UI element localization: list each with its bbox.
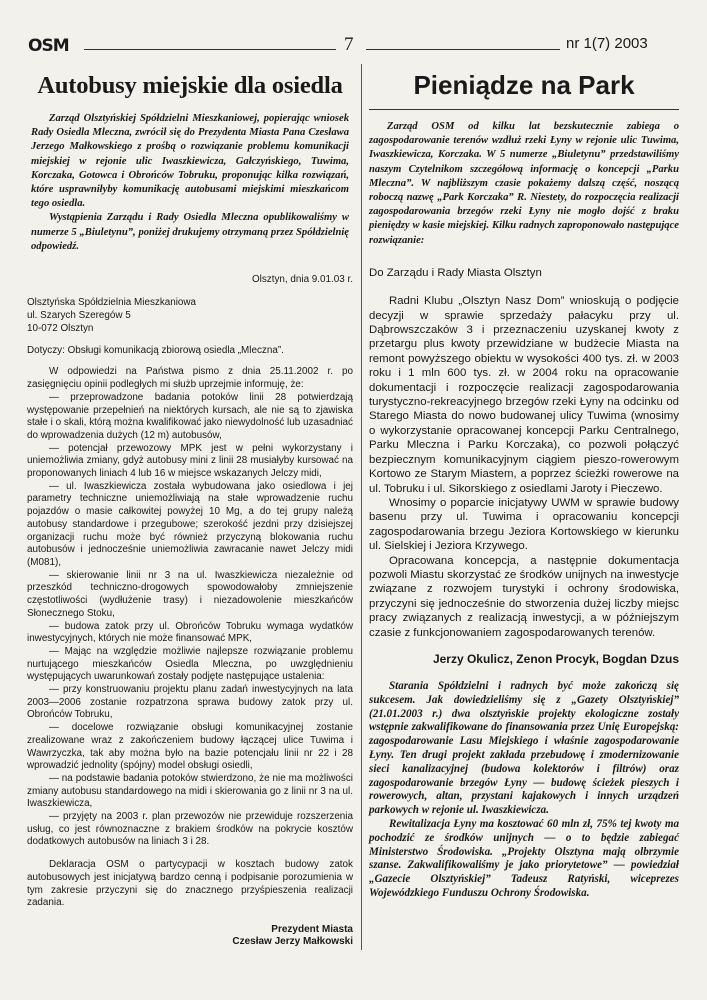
issue-number: nr 1(7) 2003: [566, 35, 648, 52]
letter-paragraph: — skierowanie linii nr 3 na ul. Iwaszkiewicza niezależnie od przeszkód techniczno-drogowych spowodowałoby zmniejszenie częstotliwości (wydłużenie trasy) i niezadowolenie mieszkańców Słonecznego Stoku,: [27, 569, 353, 619]
letter-paragraph: — przeprowadzone badania potoków linii 28 potwierdzają występowanie przepełnień na niektórych kursach, ale nie są to zjawiska stałe i o skali, którą można kwalifikować jako niewydolność lub uzasadniać do wprowadzenia dużych (12 m) autobusów,: [27, 391, 353, 441]
addressee-line: Do Zarządu i Rady Miasta Olsztyn: [369, 266, 542, 279]
letter-paragraph: — potencjał przewozowy MPK jest w pełni wykorzystany i uniemożliwia zmiany, gdyż autobusy mini z linii 28 musiałyby kursować na proponowanych liniach 4 lub 16 w miejsce wskazanych Jelczy midi,: [27, 442, 353, 480]
right-outro: [369, 680, 679, 901]
header-rule-left: [84, 49, 336, 50]
right-body-paragraph: Opracowana koncepcja, a następnie dokumentacja pozwoli Miastu skorzystać ze środków unijnych na inwestycje związane z rozwojem turystyki i ochrony środowiska, przyczyni się jednocześnie do stworzenia dużej liczby miejsc pracy związanych z realizacją inwestycji, a w późniejszym czasie z funkcjonowaniem zagospodarowanych terenów.: [369, 554, 679, 639]
letter-paragraph: Deklaracja OSM o partycypacji w kosztach budowy zatok autobusowych jest inicjatywą bardzo cenną i podpisanie porozumienia w tym zakresie przyczyni się do znacznego przyśpieszenia realizacji zadania.: [27, 859, 353, 909]
left-article-title: Autobusy miejskie dla osiedla: [37, 72, 343, 99]
right-body: [369, 294, 679, 640]
signature-title: Prezydent Miasta: [271, 923, 353, 935]
letter-body: [27, 366, 353, 910]
right-intro-paragraph: Zarząd OSM od kilku lat bezskutecznie zabiega o zagospodarowanie terenów wzdłuż rzeki Łyny w rejonie ulic Tuwima, Iwaszkiewicza, Korczaka. W 5 numerze „Biuletynu” przedstawiliśmy naszym Czytelnikom szczegółową informację o koncepcji „Parku Mleczna”. W najbliższym czasie pokażemy dalszą część, noszącą roboczą nazwę „Park Korczaka” R. Niestety, do rozpoczęcia realizacji zagospodarowania brzegów rzeki Łyny nie mogło dojść z braku pieniędzy w kasie miejskiej. Kilku radnych zaproponowało następujące rozwiązanie:: [369, 121, 679, 246]
title-rule: [369, 109, 679, 110]
letter-paragraph: — przy konstruowaniu projektu planu zadań inwestycyjnych na lata 2003—2006 zostanie rozpatrzona sprawa budowy zatok przy ul. Obrońców Tobruku,: [27, 684, 353, 721]
right-article-title: Pieniądze na Park: [413, 70, 635, 100]
letter-paragraph: — na podstawie badania potoków stwierdzono, że nie ma możliwości zmiany autobusu standardowego na midi i skierowania go z linii nr 3 na ul. Iwaszkiewicza,: [27, 772, 353, 810]
address-line: Olsztyńska Spółdzielnia Mieszkaniowa: [27, 296, 197, 308]
letter-paragraph: — przyjęty na 2003 r. plan przewozów nie przewiduje rozszerzenia usług, co jest równoznaczne z brakiem środków na pokrycie kosztów dodatkowych autobusów na liniach 3 i 28.: [27, 811, 353, 848]
left-intro: [27, 112, 353, 254]
right-body-paragraph: Radni Klubu „Olsztyn Nasz Dom” wnioskują o podjęcie decyzji w sprawie sprzedaży pałacyku przy ul. Dąbrowszczaków 3 i przeznaczeniu uzyskanej kwoty z przetargu plus kwoty przewidziane w budżecie Miasta na remont powyższego obiektu w wysokości 400 tys. zł. w 2003 roku i 1 mln 600 tys. zł. w 2004 roku na opracowanie dokumentacji i rozpoczęcie realizacji zagospodarowania turystyczno-rekreacyjnego brzegów rzeki Łyny na odcinku od Starego Miasta do nowo budowanej ulicy Tuwima (wnosimy o wykorzystanie opracowanej koncepcji Parku Centralnego, Parku Mleczna i Parku Korczaka), co pozwoli połączyć bezpiecznym komunikacyjnym ciągiem pieszo-rowerowym Kortowo ze Starym Miastem, a poprzez ścieżki rowerowe na ul. Tobruku i ul. Sikorskiego z osiedlami Jaroty i Pieczewo.: [369, 295, 679, 495]
column-divider: [361, 64, 362, 950]
left-intro-paragraph: Zarząd Olsztyńskiej Spółdzielni Mieszkaniowej, popierając wniosek Rady Osiedla Mleczna, zwrócił się do Prezydenta Miasta Pana Czesława Jerzego Małkowskiego z prośbą o rozwiązanie problemu komunikacji miejskiej w rejonie ulic Iwaszkiewicza, Gałczyńskiego, Tuwima, Korczaka, Gotowca i Obrońców Tobruku, proponując kilka rozwiązań, które usprawniłyby komunikację autobusami miejskimi mieszkańcom tego osiedla.: [31, 113, 349, 210]
letter-paragraph: W odpowiedzi na Państwa pismo z dnia 25.11.2002 r. po zasięgnięciu opinii podległych mi służb uprzejmie informuję, że:: [27, 366, 353, 391]
letter-address: [27, 296, 353, 335]
letter-subject: Dotyczy: Obsługi komunikacją zbiorową osiedla „Mleczna”.: [27, 344, 284, 356]
right-body-paragraph: Wnosimy o poparcie inicjatywy UWM w sprawie budowy basenu przy ul. Tuwima i opracowaniu koncepcji zagospodarowania brzegu Jeziora Kortowskiego w kierunku ul. Sielskiej i Jeziora Krzywego.: [369, 496, 679, 553]
letter-signature: [27, 924, 353, 949]
right-article: [369, 64, 679, 901]
right-outro-paragraph: Rewitalizacja Łyny ma kosztować 60 mln zł, 75% tej kwoty ma pochodzić ze środków unijnych — o to będzie zabiegać Ministerstwo Środowiska. „Projekty Olsztyna mają olbrzymie szanse. Zakwalifikowaliśmy je jako priorytetowe” — powiedział „Gazecie Olsztyńskiej” Tadeusz Ratyński, wiceprezes Wojewódzkiego Funduszu Ochrony Środowiska.: [369, 817, 679, 899]
letter-paragraph: — ul. Iwaszkiewicza została wybudowana jako osiedlowa i jej parametry techniczne uniemożliwiają na stałe wprowadzenie ruchu pojazdów o masie całkowitej powyżej 10 Mg, a do tej grupy należą autobusy standardowe i przegubowe; szerokość jezdni przy dzisiejszej organizacji ruchu może być również przyczyną blokowania ruchu autobusów i jednocześnie uniemożliwia zawracanie nawet Jelczy midi (M081),: [27, 480, 353, 568]
letter-paragraph: — docelowe rozwiązanie obsługi komunikacyjnej zostanie zrealizowane wraz z zakończeniem budowy łączącej ulice Tuwima i Wawrzyczka, tak aby można było na bazie potencjału linii nr 22 i 28 wprowadzić jednolity (spójny) model obsługi osiedli,: [27, 722, 353, 772]
left-article: [27, 64, 353, 949]
letter-date: Olsztyn, dnia 9.01.03 r.: [251, 274, 353, 286]
address-line: 10-072 Olsztyn: [27, 322, 94, 334]
right-outro-paragraph: Starania Spółdzielni i radnych być może zakończą się sukcesem. Jak dowiedzieliśmy się z „Gazety Olsztyńskiej” (21.01.2003 r.) dwa olsztyńskie projekty ekologiczne zostały wstępnie zakwalifikowane do finansowania przez Unię Europejską: zagospodarowanie Lasu Miejskiego i właśnie zagospodarowanie Łyny. Ten drugi projekt zakłada przebudowę i zmodernizowanie sieci kanalizacyjnej (budowa kolektorów i filtrów) oraz zagospodarowanie brzegów Łyny — budowę ścieżek pieszych i rowerowych, altan, przystani kajakowych i innych urządzeń parkowych w rejonie ul. Iwaszkiewicza.: [369, 679, 679, 817]
address-line: ul. Szarych Szeregów 5: [27, 309, 131, 321]
osm-logo: OSM: [28, 36, 69, 56]
article-authors: Jerzy Okulicz, Zenon Procyk, Bogdan Dzus: [432, 651, 679, 666]
header-rule-right: [366, 49, 560, 50]
signature-name: Czesław Jerzy Małkowski: [232, 936, 353, 948]
left-intro-paragraph: Wystąpienia Zarządu i Rady Osiedla Mleczna opublikowaliśmy w numerze 5 „Biuletynu”, poniżej drukujemy otrzymaną przez Spółdzielnię odpowiedź.: [31, 212, 349, 252]
letter-paragraph: — budowa zatok przy ul. Obrońców Tobruku wymaga wydatków inwestycyjnych, których nie może finansować MPK,: [27, 620, 353, 645]
right-intro: [369, 120, 679, 248]
page-number: 7: [344, 34, 354, 55]
letter-paragraph: — Mając na względzie możliwie najlepsze rozwiązanie problemu nurtującego mieszkańców Osiedla Mleczna, po uwzględnieniu występujących uwarunkowań zostały podjęte następujące ustalenia:: [27, 645, 353, 683]
